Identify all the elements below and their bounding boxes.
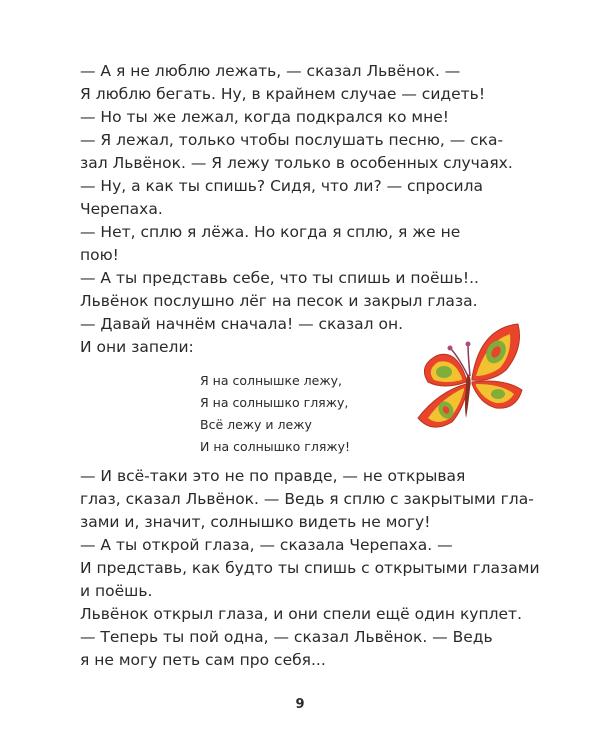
poem-line: Я на солнышко гляжу, [200, 395, 349, 410]
text-line: зами и, значит, солнышко видеть не могу! [80, 513, 431, 531]
text-line: Я люблю бегать. Ну, в крайнем случае — сидеть! [80, 85, 486, 103]
text-line: зал Львёнок. — Я лежу только в особенных случаях. [80, 154, 513, 172]
text-line: — Но ты же лежал, когда подкрался ко мне! [80, 108, 449, 126]
text-line: — Теперь ты пой одна, — сказал Львёнок. — Ведь [80, 628, 493, 646]
text-line: И представь, как будто ты спишь с открытыми глазами [80, 559, 540, 577]
page-number: 9 [295, 697, 305, 712]
text-block-bottom [80, 465, 540, 672]
text-line: — Давай начнём сначала! — сказал он. [80, 315, 404, 333]
text-line: И они запели: [80, 338, 194, 356]
text-line: и поёшь. [80, 582, 153, 600]
poem-line: Всё лежу и лежу [200, 417, 312, 432]
text-block-top [80, 60, 526, 359]
text-line: — Я лежал, только чтобы послушать песню, — ска- [80, 131, 504, 149]
text-line: — А ты открой глаза, — сказала Черепаха. — [80, 536, 453, 554]
text-line: пою! [80, 246, 119, 264]
text-line: — Ну, а как ты спишь? Сидя, что ли? — спросила [80, 177, 484, 195]
text-line: — Нет, сплю я лёжа. Но когда я сплю, я же не [80, 223, 461, 241]
text-line: — А я не люблю лежать, — сказал Львёнок. — [80, 62, 461, 80]
poem-verse [200, 370, 350, 458]
text-line: — И всё-таки это не по правде, — не открывая [80, 467, 466, 485]
text-line: Львёнок открыл глаза, и они спели ещё один куплет. [80, 605, 523, 623]
text-line: глаз, сказал Львёнок. — Ведь я сплю с закрытыми гла- [80, 490, 534, 508]
text-line: Львёнок послушно лёг на песок и закрыл глаза. [80, 292, 478, 310]
text-line: Черепаха. [80, 200, 163, 218]
poem-line: Я на солнышке лежу, [200, 373, 342, 388]
poem-line: И на солнышко гляжу! [200, 439, 351, 454]
text-line: — А ты представь себе, что ты спишь и поёшь!.. [80, 269, 479, 287]
text-line: я не могу петь сам про себя... [80, 651, 326, 669]
butterfly-illustration [408, 318, 528, 438]
